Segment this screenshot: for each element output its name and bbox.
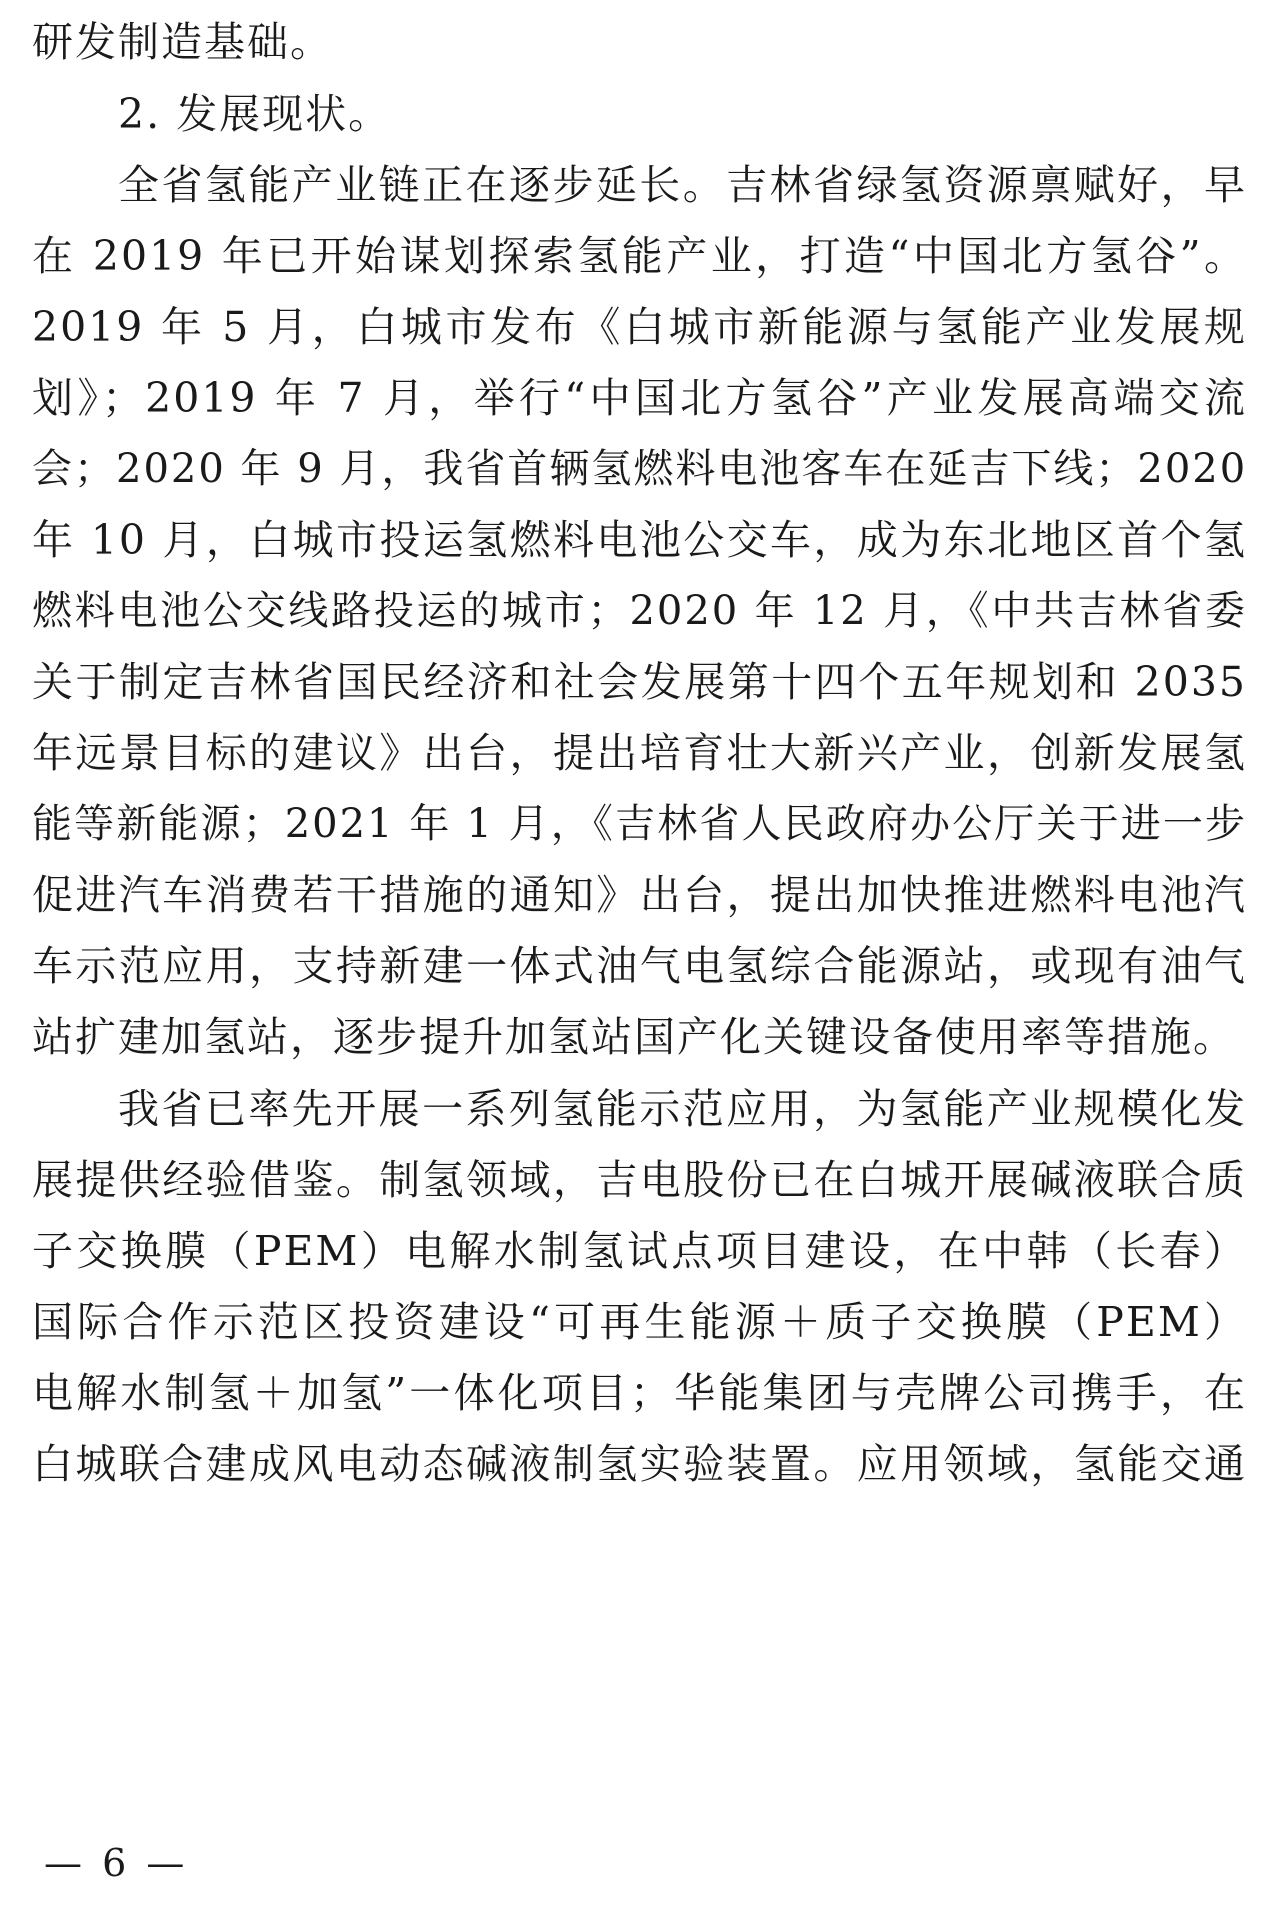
text-line-17: 展提供经验借鉴。制氢领域，吉电股份已在白城开展碱液联合质 — [32, 1156, 1247, 1204]
text-line-20: 电解水制氢＋加氢”一体化项目；华能集团与壳牌公司携手，在 — [32, 1369, 1247, 1417]
text-line-3: 全省氢能产业链正在逐步延长。吉林省绿氢资源禀赋好，早 — [118, 161, 1247, 209]
text-line-19: 国际合作示范区投资建设“可再生能源＋质子交换膜（PEM） — [32, 1298, 1247, 1346]
text-line-4: 在 2019 年已开始谋划探索氢能产业，打造“中国北方氢谷”。 — [32, 232, 1247, 280]
section-heading: 2. 发展现状。 — [118, 90, 392, 138]
page-number: — 6 — — [44, 1841, 189, 1885]
text-line-9: 燃料电池公交线路投运的城市；2020 年 12 月，《中共吉林省委 — [32, 588, 1247, 634]
text-line-21: 白城联合建成风电动态碱液制氢实验装置。应用领域，氢能交通 — [32, 1440, 1247, 1488]
text-line-13: 促进汽车消费若干措施的通知》出台，提出加快推进燃料电池汽 — [32, 871, 1247, 919]
text-line-15: 站扩建加氢站，逐步提升加氢站国产化关键设备使用率等措施。 — [32, 1013, 1236, 1061]
text-line-11: 年远景目标的建议》出台，提出培育壮大新兴产业，创新发展氢 — [32, 729, 1247, 777]
text-line-10: 关于制定吉林省国民经济和社会发展第十四个五年规划和 2035 — [32, 658, 1247, 706]
text-line-6: 划》；2019 年 7 月，举行“中国北方氢谷”产业发展高端交流 — [32, 374, 1247, 422]
text-line-1: 研发制造基础。 — [32, 18, 333, 66]
text-line-7: 会；2020 年 9 月，我省首辆氢燃料电池客车在延吉下线；2020 — [32, 446, 1247, 492]
text-line-14: 车示范应用，支持新建一体式油气电氢综合能源站，或现有油气 — [32, 942, 1247, 990]
text-line-18: 子交换膜（PEM）电解水制氢试点项目建设，在中韩（长春） — [32, 1227, 1247, 1275]
text-line-8: 年 10 月，白城市投运氢燃料电池公交车，成为东北地区首个氢 — [32, 516, 1247, 564]
text-line-5: 2019 年 5 月，白城市发布《白城市新能源与氢能产业发展规 — [32, 303, 1247, 351]
text-line-12: 能等新能源；2021 年 1 月，《吉林省人民政府办公厅关于进一步 — [32, 801, 1247, 847]
text-line-16: 我省已率先开展一系列氢能示范应用，为氢能产业规模化发 — [118, 1085, 1247, 1133]
